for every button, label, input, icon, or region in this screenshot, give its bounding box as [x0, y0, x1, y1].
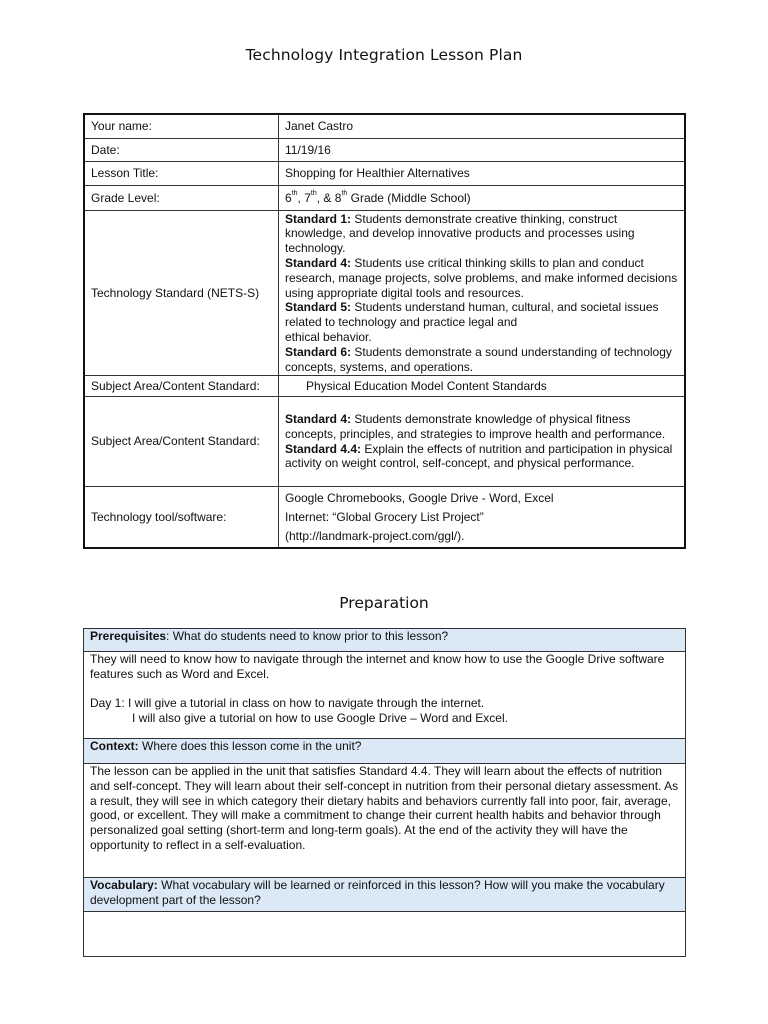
tech-standard-4: Standard 4: Students use critical thinking skills to plan and conduct research, manage projects, solve problems, and make informed decisions using appropriate digital tools and resources. [285, 256, 678, 300]
preparation-table [83, 628, 686, 957]
table-row [84, 764, 686, 878]
preparation-heading: Preparation [339, 594, 429, 612]
table-row [84, 397, 685, 487]
page-title: Technology Integration Lesson Plan [245, 46, 523, 64]
subject-area-label-2: Subject Area/Content Standard: [84, 397, 279, 487]
tech-standard-5: Standard 5: Students understand human, cultural, and societal issues related to technology and practice legal and [285, 300, 659, 330]
subject-standard-4-4: Standard 4.4: Explain the effects of nutrition and participation in physical activity on weight control, self-concept, and physical performance. [285, 441, 673, 471]
name-label: Your name: [84, 114, 279, 139]
tech-standard-6: Standard 6: Students demonstrate a sound understanding of technology concepts, systems, and operations. [285, 344, 672, 374]
table-row [84, 912, 686, 957]
table-row [84, 487, 685, 549]
table-row [84, 211, 685, 376]
context-answer: The lesson can be applied in the unit that satisfies Standard 4.4. They will learn about the effects of nutrition and self-concept. They will learn about their self-concept in nutrition from their personal dietary assessment. As a result, they will see in which category their dietary habits and behaviors currently fall into poor, fair, average, good, or excellent. They will make a commitment to change their current health habits and behavior through personalized goal setting (short-term and long-term goals). At the end of the activity they will have the opportunity to reflect in a self-evaluation. [84, 764, 686, 878]
grade-level-label: Grade Level: [84, 186, 279, 211]
tech-standard-1: Standard 1: Students demonstrate creative thinking, construct knowledge, and develop innovative products and processes using technology. [285, 211, 635, 256]
subject-area-value: Physical Education Model Content Standards [279, 376, 686, 397]
tech-tools-cell [279, 487, 686, 549]
subject-standard-4: Standard 4: Students demonstrate knowledge of physical fitness concepts, principles, and strategies to improve health and performance. [285, 411, 666, 441]
tool-link-line: (http://landmark-project.com/ggl/). [285, 528, 465, 543]
subject-area-label: Subject Area/Content Standard: [84, 376, 279, 397]
table-row [84, 629, 686, 652]
table-row [84, 114, 685, 139]
subject-standards-cell [279, 397, 686, 487]
lesson-info-table [83, 113, 686, 549]
table-row [84, 186, 685, 211]
table-row [84, 376, 685, 397]
table-row [84, 162, 685, 186]
table-row [84, 139, 685, 162]
date-label: Date: [84, 139, 279, 162]
grade-level-value: 6th, 7th, & 8th Grade (Middle School) [279, 186, 686, 211]
table-row [84, 878, 686, 912]
vocabulary-header: Vocabulary: What vocabulary will be learned or reinforced in this lesson? How will you make the vocabulary development part of the lesson? [84, 878, 686, 912]
tool-line: Internet: “Global Grocery List Project” [285, 509, 484, 524]
prerequisites-answer: They will need to know how to navigate through the internet and know how to use the Google Drive software features such as Word and Excel. Day 1: I will give a tutorial in class on how to navigate through the internet. I will also give a tutorial on how to use Google Drive – Word and Excel. [84, 652, 686, 739]
table-row [84, 739, 686, 764]
lesson-title-label: Lesson Title: [84, 162, 279, 186]
name-value: Janet Castro [279, 114, 686, 139]
tech-standard-5-cont: ethical behavior. [285, 329, 372, 344]
date-value: 11/19/16 [279, 139, 686, 162]
tech-standard-label: Technology Standard (NETS-S) [84, 211, 279, 376]
vocabulary-answer [84, 912, 686, 957]
tool-line: Google Chromebooks, Google Drive - Word, Excel [285, 490, 554, 505]
lesson-title-value: Shopping for Healthier Alternatives [279, 162, 686, 186]
tech-standards-cell [279, 211, 686, 376]
tech-tool-label: Technology tool/software: [84, 487, 279, 549]
prerequisites-header: Prerequisites: What do students need to know prior to this lesson? [84, 629, 686, 652]
context-header: Context: Where does this lesson come in the unit? [84, 739, 686, 764]
table-row [84, 652, 686, 739]
